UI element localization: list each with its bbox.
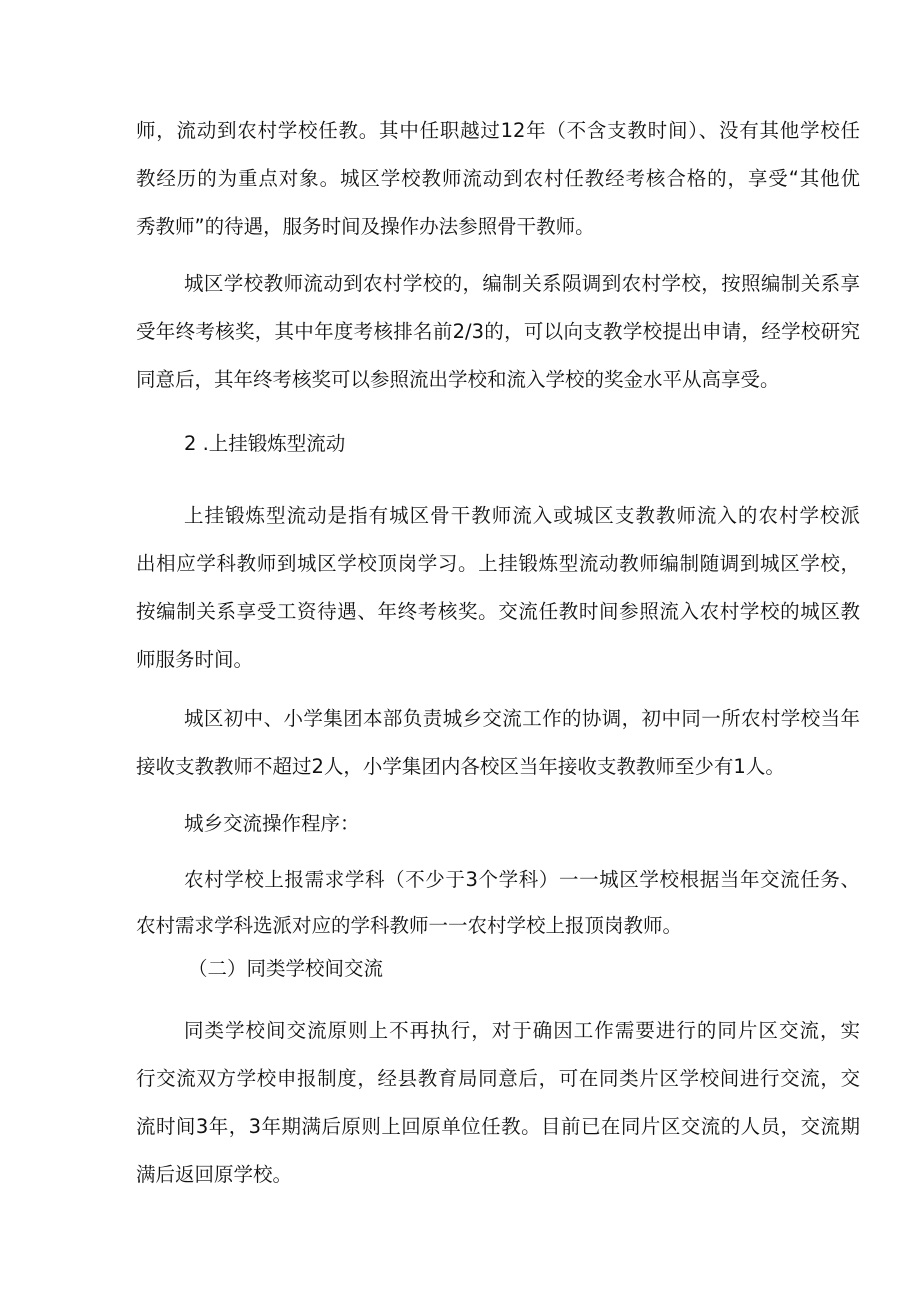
paragraph-2-line-2: 受年终考核奖，其中年度考核排名前2/3的，可以向支教学校提出申请，经学校研究 (136, 320, 860, 343)
paragraph-3-line-3: 按编制关系享受工资待遇、年终考核奖。交流任教时间参照流入农村学校的城区教 (136, 600, 860, 623)
paragraph-6-line-4: 满后返回原学校。 (136, 1163, 293, 1186)
paragraph-5-line-2: 农村需求学科选派对应的学科教师一一农村学校上报顶岗教师。 (136, 914, 683, 937)
paragraph-1-line-3: 秀教师”的待遇，服务时间及操作办法参照骨干教师。 (136, 215, 595, 238)
section-heading-procedure: 城乡交流操作程序： (184, 812, 360, 835)
paragraph-4-line-1: 城区初中、小学集团本部负责城乡交流工作的协调，初中同一所农村学校当年 (184, 707, 860, 730)
section-heading-same-type-exchange: （二）同类学校间交流 (188, 957, 384, 980)
paragraph-4-line-2: 接收支教教师不超过2人，小学集团内各校区当年接收支教教师至少有1人。 (136, 755, 785, 778)
paragraph-2-line-1: 城区学校教师流动到农村学校的，编制关系陨调到农村学校，按照编制关系享 (184, 272, 860, 295)
paragraph-6-line-3: 流时间3年，3年期满后原则上回原单位任教。目前已在同片区交流的人员，交流期 (136, 1115, 860, 1138)
section-heading-upward-training: 2 .上挂锻炼型流动 (184, 432, 346, 455)
paragraph-2-line-3: 同意后，其年终考核奖可以参照流出学校和流入学校的奖金水平从高享受。 (136, 368, 780, 391)
paragraph-3-line-1: 上挂锻炼型流动是指有城区骨干教师流入或城区支教教师流入的农村学校派 (184, 504, 860, 527)
paragraph-6-line-2: 行交流双方学校申报制度，经县教育局同意后，可在同类片区学校间进行交流，交 (136, 1067, 860, 1090)
paragraph-6-line-1: 同类学校间交流原则上不再执行，对于确因工作需要进行的同片区交流，实 (184, 1019, 860, 1042)
paragraph-3-line-2: 出相应学科教师到城区学校顶岗学习。上挂锻炼型流动教师编制随调到城区学校， (136, 552, 860, 575)
paragraph-5-line-1: 农村学校上报需求学科（不少于3个学科）一一城区学校根据当年交流任务、 (184, 868, 860, 891)
paragraph-1-line-2: 教经历的为重点对象。城区学校教师流动到农村任教经考核合格的，享受“其他优 (136, 167, 860, 190)
paragraph-3-line-4: 师服务时间。 (136, 648, 254, 671)
paragraph-1-line-1: 师，流动到农村学校任教。其中任职越过12年（不含支教时间）、没有其他学校任 (136, 119, 860, 142)
